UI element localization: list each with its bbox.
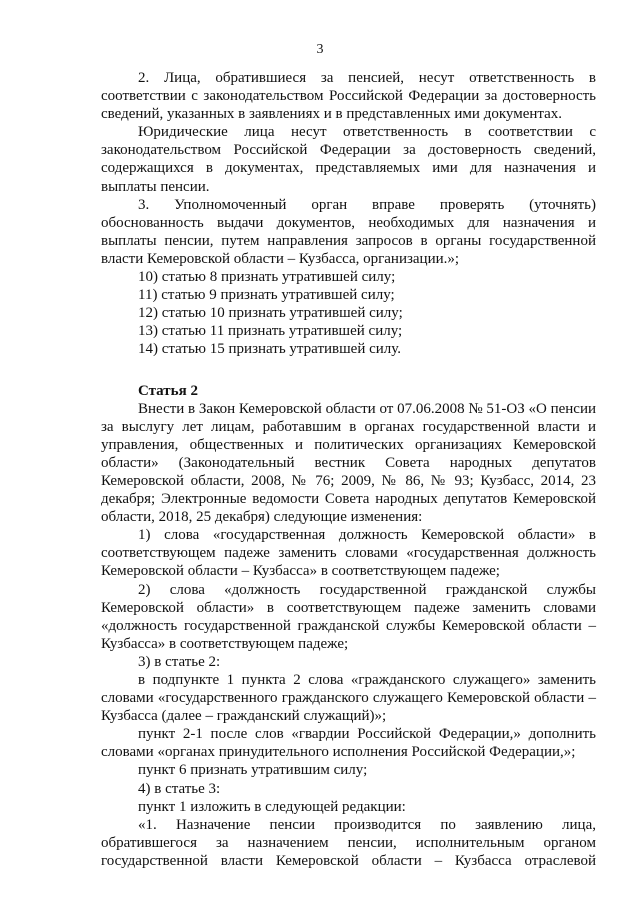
list-item: 13) статью 11 признать утратившей силу;	[138, 323, 403, 340]
list-item: 12) статью 10 признать утратившей силу;	[138, 305, 403, 322]
article-heading: Статья 2	[138, 382, 198, 399]
document-body	[101, 69, 596, 870]
list-item: 10) статью 8 признать утратившей силу;	[138, 269, 396, 286]
page-number: 3	[316, 42, 324, 57]
paragraph: пункт 1 изложить в следующей редакции:	[138, 798, 406, 815]
list-item: 11) статью 9 признать утратившей силу;	[138, 287, 395, 304]
paragraph: 2) слова «должность государственной гражданской службы Кемеровской области» в соответствующем падеже заменить словами «должность государственной гражданской службы Кемеровской области – Кузбасса» в соответствующем падеже;	[101, 581, 596, 652]
paragraph: 3. Уполномоченный орган вправе проверять (уточнять) обоснованность выдачи документов, необходимых для назначения и выплаты пенсии, путем направления запросов в органы государственной власти Кемеровской области – Кузбасса, организации.»;	[101, 196, 596, 267]
paragraph: 1) слова «государственная должность Кемеровской области» в соответствующем падеже заменить словами «государственная должность Кемеровской области – Кузбасса» в соответствующем падеже;	[101, 527, 596, 580]
paragraph: Внести в Закон Кемеровской области от 07.06.2008 № 51-ОЗ «О пенсии за выслугу лет лицам, работавшим в органах государственной власти и управления, общественных и политических организациях Кемеровской области» (Законодательный вестник Совета народных депутатов Кемеровской области, 2008, № 76; 2009, № 86, № 93; Кузбасс, 2014, 23 декабря; Электронные ведомости Совета народных депутатов Кемеровской области, 2018, 25 декабря) следующие изменения:	[101, 400, 596, 526]
list-item: 4) в статье 3:	[138, 780, 221, 797]
paragraph: 2. Лица, обратившиеся за пенсией, несут ответственность в соответствии с законодательством Российской Федерации за достоверность сведений, указанных в заявлениях и в представленных ими документах.	[101, 70, 596, 123]
paragraph: пункт 2-1 после слов «гвардии Российской Федерации,» дополнить словами «органах принудительного исполнения Российской Федерации,»;	[101, 726, 596, 761]
paragraph: Юридические лица несут ответственность в соответствии с законодательством Российской Федерации за достоверность сведений, содержащихся в документах, представляемых ими для назначения и выплаты пенсии.	[101, 124, 596, 195]
paragraph: пункт 6 признать утратившим силу;	[138, 762, 368, 779]
list-item: 3) в статье 2:	[138, 653, 221, 670]
paragraph: «1. Назначение пенсии производится по заявлению лица, обратившегося за назначением пенсии, исполнительным органом государственной власти Кемеровской области – Кузбасса отраслевой	[101, 816, 596, 869]
list-item: 14) статью 15 признать утратившей силу.	[138, 341, 402, 358]
paragraph: в подпункте 1 пункта 2 слова «гражданского служащего» заменить словами «государственного гражданского служащего Кемеровской области – Кузбасса (далее – гражданский служащий)»;	[101, 672, 596, 725]
